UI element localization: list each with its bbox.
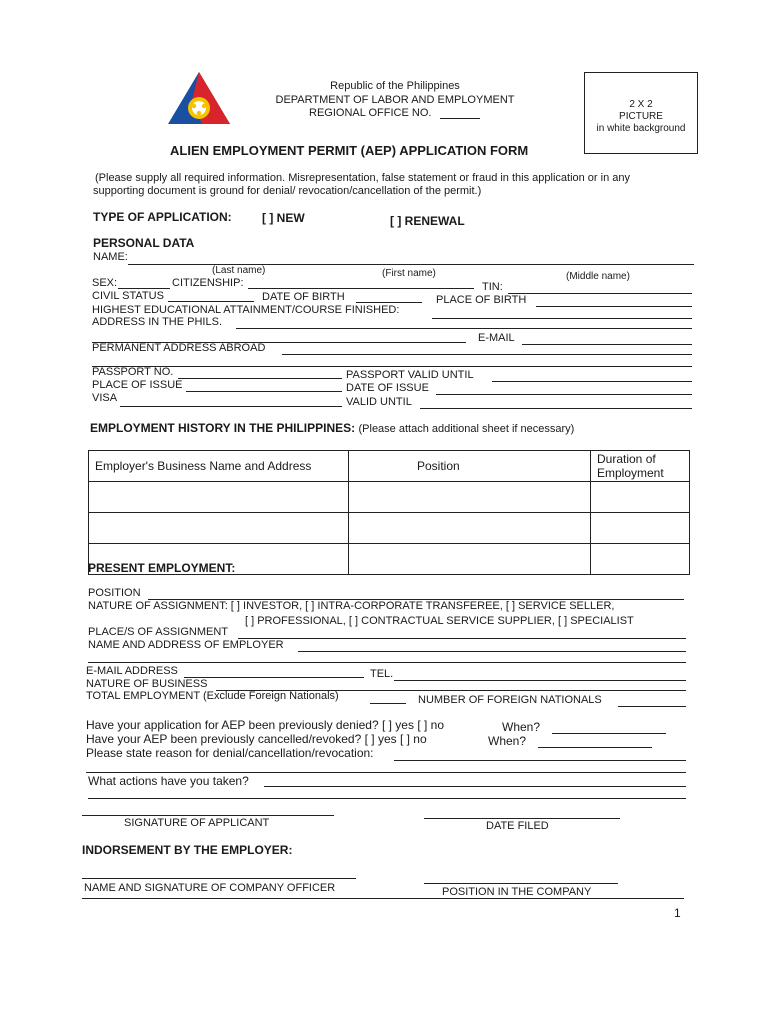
question-denied[interactable]: Have your application for AEP been previously denied? [ ] yes [ ] no	[86, 718, 444, 732]
nature-assignment-line2[interactable]: [ ] PROFESSIONAL, [ ] CONTRACTUAL SERVICE SUPPLIER, [ ] SPECIALIST	[245, 615, 634, 627]
education-label: HIGHEST EDUCATIONAL ATTAINMENT/COURSE FINISHED:	[92, 304, 400, 316]
passport-no-label: PASSPORT NO.	[92, 366, 174, 378]
column-position: Position	[349, 451, 591, 482]
total-employment-field[interactable]	[370, 703, 406, 704]
republic-text: Republic of the Philippines	[330, 80, 460, 92]
actions-field[interactable]	[264, 786, 686, 787]
tel-field[interactable]	[394, 680, 686, 681]
position-company-label: POSITION IN THE COMPANY	[442, 886, 592, 898]
company-officer-label: NAME AND SIGNATURE OF COMPANY OFFICER	[84, 882, 336, 894]
tin-field[interactable]	[508, 293, 692, 294]
date-filed-label: DATE FILED	[486, 820, 549, 832]
column-employer: Employer's Business Name and Address	[89, 451, 349, 482]
sex-field[interactable]	[118, 288, 170, 289]
type-of-application-label: TYPE OF APPLICATION:	[93, 210, 232, 224]
company-officer-field[interactable]	[82, 878, 356, 879]
reason-field-line2[interactable]	[86, 772, 686, 773]
passport-no-field[interactable]	[178, 378, 342, 379]
permanent-address-field-line2[interactable]	[92, 366, 692, 367]
tel-label: TEL.	[370, 668, 394, 680]
employment-history-note: (Please attach additional sheet if necessary)	[358, 423, 575, 435]
instructions-line2: supporting document is ground for denial/ revocation/cancellation of the permit.)	[93, 185, 482, 197]
citizenship-field[interactable]	[248, 288, 474, 289]
nature-of-business-label: NATURE OF BUSINESS	[86, 678, 208, 690]
type-new-checkbox[interactable]: [ ] NEW	[262, 211, 305, 225]
revoked-when-label: When?	[488, 734, 527, 748]
photo-label: PICTURE	[619, 111, 663, 122]
column-duration: Duration of Employment	[591, 451, 690, 482]
place-of-assignment-label: PLACE/S OF ASSIGNMENT	[88, 626, 228, 638]
table-cell[interactable]	[591, 482, 690, 513]
civil-status-field[interactable]	[168, 301, 254, 302]
instructions-line1: (Please supply all required information. Misrepresentation, false statement or fraud in this application or in any	[95, 172, 630, 184]
passport-valid-label: PASSPORT VALID UNTIL	[346, 369, 474, 381]
date-filed-field[interactable]	[424, 818, 620, 819]
department-text: DEPARTMENT OF LABOR AND EMPLOYMENT	[275, 94, 515, 106]
actions-field-line2[interactable]	[88, 798, 686, 799]
date-of-birth-field[interactable]	[356, 302, 422, 303]
foreign-nationals-label: NUMBER OF FOREIGN NATIONALS	[418, 694, 602, 706]
sex-label: SEX:	[92, 277, 118, 289]
employer-name-address-field[interactable]	[298, 651, 686, 652]
middle-name-caption: (Middle name)	[566, 271, 630, 282]
type-renewal-checkbox[interactable]: [ ] RENEWAL	[390, 214, 465, 228]
passport-valid-field[interactable]	[492, 381, 692, 382]
employment-history-title: EMPLOYMENT HISTORY IN THE PHILIPPINES:	[90, 421, 356, 435]
photo-background-note: in white background	[596, 123, 686, 134]
date-of-birth-label: DATE OF BIRTH	[262, 291, 345, 303]
indorsement-heading: INDORSEMENT BY THE EMPLOYER:	[82, 843, 293, 857]
employer-name-address-label: NAME AND ADDRESS OF EMPLOYER	[88, 639, 284, 651]
position-company-field[interactable]	[424, 883, 618, 884]
tin-label: TIN:	[482, 281, 503, 293]
table-row	[89, 513, 690, 544]
question-reason: Please state reason for denial/cancellation/revocation:	[86, 746, 374, 760]
table-cell[interactable]	[591, 513, 690, 544]
signature-applicant-label: SIGNATURE OF APPLICANT	[124, 817, 270, 829]
table-cell[interactable]	[349, 544, 591, 575]
education-field[interactable]	[432, 318, 692, 319]
table-cell[interactable]	[349, 513, 591, 544]
name-label: NAME:	[93, 251, 128, 263]
table-cell[interactable]	[591, 544, 690, 575]
date-of-issue-field[interactable]	[436, 394, 692, 395]
employment-history-heading	[90, 421, 574, 435]
table-row	[89, 482, 690, 513]
regional-office-text: REGIONAL OFFICE NO.	[309, 107, 432, 119]
employer-name-address-field-line2[interactable]	[88, 662, 686, 663]
employment-history-table	[88, 450, 690, 575]
email-field[interactable]	[522, 344, 692, 345]
question-revoked[interactable]: Have your AEP been previously cancelled/revoked? [ ] yes [ ] no	[86, 732, 427, 746]
visa-field[interactable]	[120, 406, 342, 407]
place-of-issue-field[interactable]	[186, 391, 342, 392]
denied-when-field[interactable]	[552, 733, 666, 734]
personal-data-heading: PERSONAL DATA	[93, 236, 195, 250]
present-employment-heading: PRESENT EMPLOYMENT:	[88, 561, 236, 575]
date-of-issue-label: DATE OF ISSUE	[346, 382, 429, 394]
footer-divider	[82, 898, 684, 899]
permanent-address-label: PERMANENT ADDRESS ABROAD	[92, 342, 266, 354]
table-header-row	[89, 451, 690, 482]
address-phils-field[interactable]	[236, 328, 692, 329]
visa-label: VISA	[92, 392, 118, 404]
dole-logo-icon	[166, 70, 232, 126]
form-title: ALIEN EMPLOYMENT PERMIT (AEP) APPLICATION FORM	[170, 143, 529, 158]
regional-office-field[interactable]	[440, 118, 480, 119]
place-of-birth-field[interactable]	[536, 306, 692, 307]
foreign-nationals-field[interactable]	[618, 706, 686, 707]
nature-assignment-line1[interactable]: NATURE OF ASSIGNMENT: [ ] INVESTOR, [ ] INTRA-CORPORATE TRANSFEREE, [ ] SERVICE SELLER,	[88, 600, 615, 612]
place-of-assignment-field[interactable]	[238, 638, 686, 639]
table-cell[interactable]	[349, 482, 591, 513]
address-phils-label: ADDRESS IN THE PHILS.	[92, 316, 222, 328]
page-number: 1	[674, 906, 681, 920]
applicant-signature-field[interactable]	[82, 815, 334, 816]
position-label: POSITION	[88, 587, 141, 599]
present-email-label: E-MAIL ADDRESS	[86, 665, 178, 677]
valid-until-field[interactable]	[420, 408, 692, 409]
revoked-when-field[interactable]	[538, 747, 652, 748]
reason-field[interactable]	[394, 760, 686, 761]
email-label: E-MAIL	[478, 332, 515, 344]
citizenship-label: CITIZENSHIP:	[172, 277, 244, 289]
total-employment-label: TOTAL EMPLOYMENT (Exclude Foreign Nationals)	[86, 690, 339, 702]
table-cell[interactable]	[89, 482, 349, 513]
last-name-caption: (Last name)	[212, 265, 266, 276]
permanent-address-field[interactable]	[282, 354, 692, 355]
question-actions: What actions have you taken?	[88, 774, 249, 788]
table-cell[interactable]	[89, 513, 349, 544]
photo-box	[584, 72, 698, 154]
place-of-issue-label: PLACE OF ISSUE	[92, 379, 183, 391]
valid-until-label: VALID UNTIL	[346, 396, 412, 408]
present-email-field[interactable]	[184, 677, 364, 678]
first-name-caption: (First name)	[382, 268, 436, 279]
civil-status-label: CIVIL STATUS	[92, 290, 164, 302]
photo-size: 2 X 2	[629, 99, 653, 110]
place-of-birth-label: PLACE OF BIRTH	[436, 294, 527, 306]
denied-when-label: When?	[502, 720, 541, 734]
